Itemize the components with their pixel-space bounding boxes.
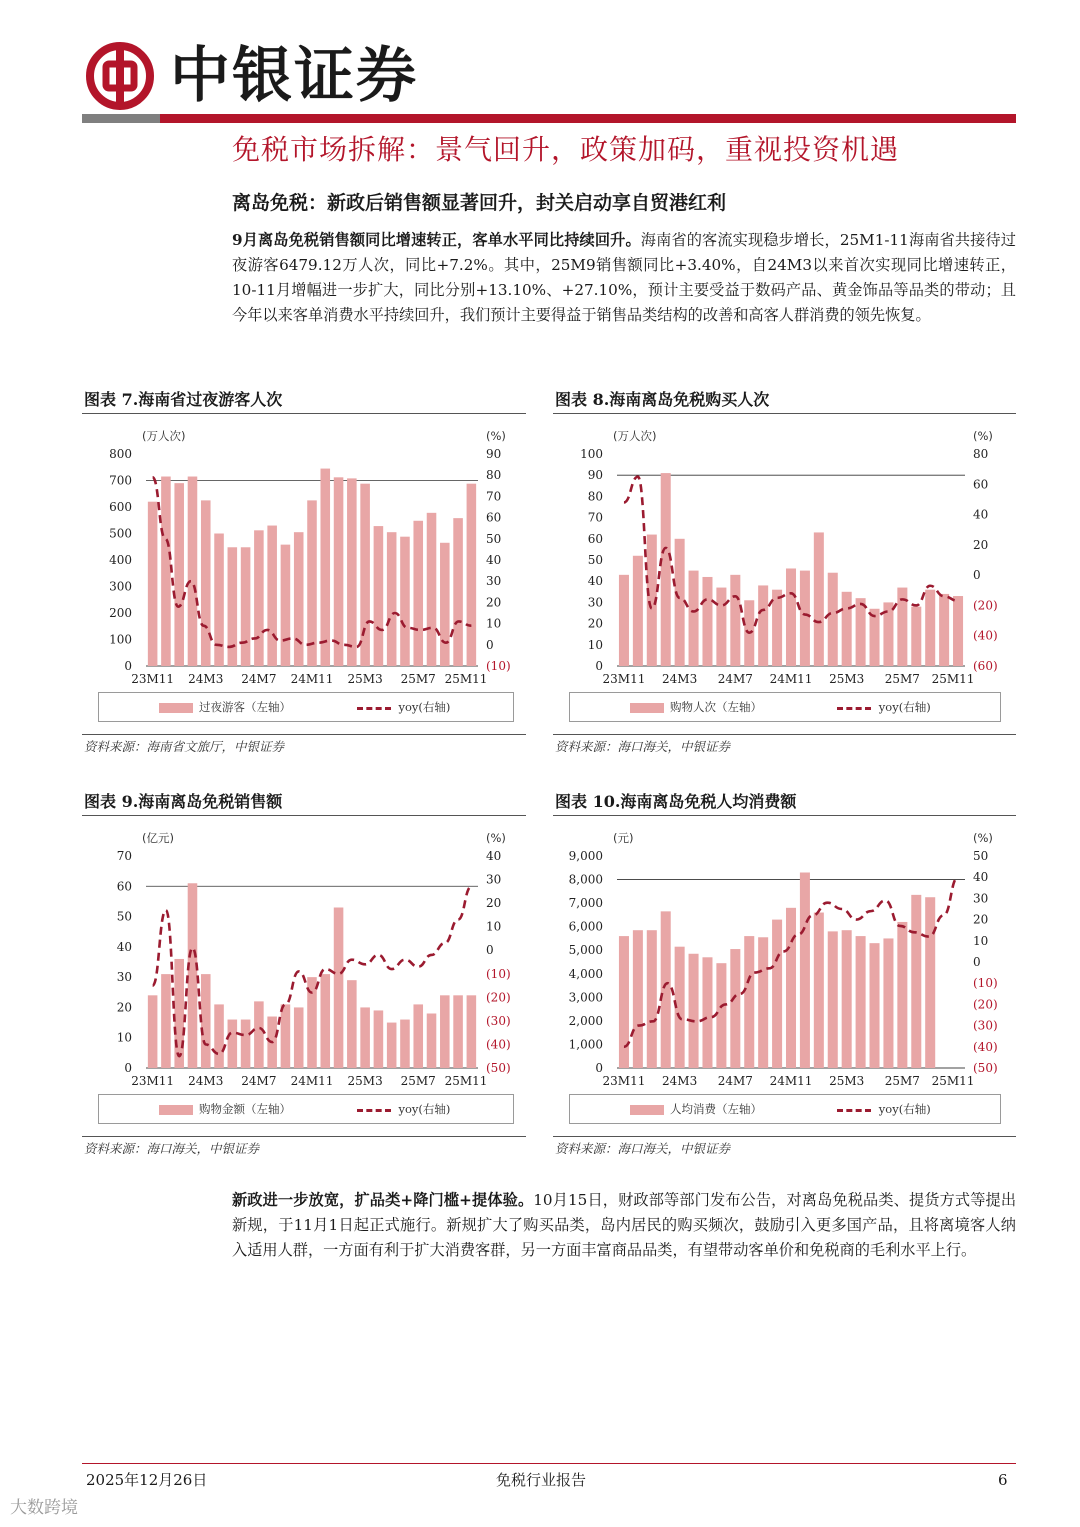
bar [254,1001,264,1068]
right-axis-unit: (%) [973,831,993,845]
bar [716,963,726,1068]
paragraph-1-lead: 9月离岛免税销售额同比增速转正，客单水平同比持续回升。 [232,231,641,249]
right-tick-label: (30) [486,1013,511,1028]
bar [174,483,184,666]
bar [400,537,410,666]
chart-legend [98,692,514,722]
x-tick-label: 23M11 [131,1074,175,1088]
bar [842,930,852,1068]
bar [800,872,810,1068]
bar [214,1004,224,1068]
right-tick-label: 30 [486,872,502,887]
right-tick-label: 60 [486,510,502,525]
x-tick-label: 24M3 [188,672,224,686]
x-tick-label: 24M11 [769,672,813,686]
bar [148,995,158,1068]
bar [702,577,712,666]
x-tick-label: 25M3 [347,1074,383,1088]
bar [856,936,866,1068]
footer-date: 2025年12月26日 [86,1471,208,1489]
chart-legend [98,1094,514,1124]
left-tick-label: 60 [587,531,603,546]
right-axis-unit: (%) [973,429,993,443]
bar [347,478,357,666]
bar [828,573,838,666]
bar [661,473,671,666]
right-tick-label: 50 [973,849,989,863]
x-tick-label: 25M7 [884,1074,920,1088]
bar [911,607,921,666]
bar [413,1004,423,1068]
left-tick-label: 3,000 [568,990,603,1005]
left-tick-label: 40 [587,574,603,589]
legend-line-label: yoy(右轴) [878,700,931,714]
right-tick-label: (10) [486,966,511,981]
x-tick-label: 25M11 [444,672,488,686]
figure-8-title: 图表 8.海南离岛免税购买人次 [555,390,770,409]
bar [387,532,397,666]
header-bar-grey [82,114,160,123]
left-tick-label: 50 [587,553,603,567]
bar [188,883,198,1068]
paragraph-1-body: 海南省的客流实现稳步增长，25M1-11海南省共接待过夜游客6479.12万人次，同比+7.2%。其中，25M9销售额同比+3.40%，自24M3以来首次实现同比增速转正，10-11月增幅进一步扩大，同比分别+13.10%、+27.10%，预计主要受益于数码产品、黄金饰品等品类的带动；且今年以来客单消费水平持续回升，我们预计主要得益于销售品类结构的改善和高客人群消费的领先恢复。 [232,231,1016,324]
left-tick-label: 90 [587,468,603,483]
left-axis-unit: (万人次) [613,429,657,443]
left-tick-label: 9,000 [568,849,603,863]
x-tick-label: 24M7 [717,672,753,686]
header-bar-red [160,114,1016,123]
figure-7-bottom-rule [82,734,526,735]
legend-bar-swatch [159,703,193,713]
left-tick-label: 5,000 [568,943,603,958]
bar [334,477,344,666]
bar [440,995,450,1068]
x-tick-label: 24M7 [241,1074,277,1088]
left-tick-label: 2,000 [568,1013,603,1028]
bar [883,938,893,1068]
figure-9-chart [84,826,528,1126]
left-tick-label: 6,000 [568,919,603,934]
figure-7-title: 图表 7.海南省过夜游客人次 [84,390,283,409]
boc-logo-icon [86,42,154,110]
bar [856,598,866,666]
right-tick-label: 30 [486,574,502,589]
bar [925,897,935,1068]
page-number: 6 [998,1471,1008,1489]
bar [870,609,880,666]
left-axis-unit: (亿元) [142,831,174,845]
left-tick-label: 500 [109,526,132,541]
figure-10-rule [553,815,1016,816]
right-tick-label: 80 [973,447,989,461]
bar [814,532,824,666]
right-tick-label: 0 [973,568,981,583]
left-tick-label: 10 [587,637,603,652]
bar [633,930,643,1068]
legend-bar-label: 购物人次（左轴） [670,700,762,714]
left-tick-label: 100 [580,447,603,461]
right-tick-label: 0 [486,637,494,652]
left-axis-unit: (万人次) [142,429,186,443]
bar [953,596,963,666]
left-tick-label: 100 [109,632,132,647]
left-tick-label: 20 [116,1000,132,1015]
right-tick-label: 0 [486,943,494,958]
brand-name: 中银证券 [170,41,418,111]
legend-line-label: yoy(右轴) [878,1102,931,1116]
left-tick-label: 40 [116,939,132,954]
figure-9-source: 资料来源：海口海关，中银证券 [84,1141,260,1156]
figure-9-rule [82,815,526,816]
legend-bar-label: 人均消费（左轴） [670,1102,762,1116]
bar [689,571,699,666]
bar [925,590,935,666]
legend-line-swatch [837,1109,871,1112]
bar [294,532,304,666]
left-tick-label: 30 [587,595,603,610]
paragraph-2-lead: 新政进一步放宽，扩品类+降门槛+提体验。 [232,1191,534,1209]
legend-line-label: yoy(右轴) [398,1102,451,1116]
right-tick-label: 70 [486,489,502,504]
chart-svg [84,424,528,724]
bar [334,907,344,1068]
bar [241,547,251,666]
legend-bar-label: 购物金额（左轴） [199,1102,291,1116]
bar [453,518,463,666]
right-tick-label: (10) [973,976,998,991]
bar [188,477,198,666]
right-tick-label: (10) [486,659,511,673]
x-tick-label: 24M3 [188,1074,224,1088]
right-tick-label: 40 [973,507,989,522]
figure-9-bottom-rule [82,1136,526,1137]
right-tick-label: 20 [486,896,502,911]
x-tick-label: 24M11 [290,1074,334,1088]
bar [800,571,810,666]
right-tick-label: 40 [486,553,502,567]
right-tick-label: (30) [973,1018,998,1033]
bar [716,588,726,666]
x-tick-label: 25M7 [884,672,920,686]
bar [294,1007,304,1068]
chart-svg [555,424,1015,724]
chart-svg [555,826,1015,1126]
bar [467,484,477,666]
legend-line-swatch [837,707,871,710]
x-tick-label: 25M3 [347,672,383,686]
paragraph-1 [232,228,1016,328]
right-tick-label: 0 [973,955,981,969]
bar [647,930,657,1068]
watermark: 大数跨境 [10,1498,78,1518]
bar [148,502,158,666]
legend-line-swatch [357,707,391,710]
bar [814,913,824,1068]
bar [758,937,768,1068]
left-tick-label: 80 [587,489,603,504]
bar [374,526,384,666]
left-tick-label: 200 [109,606,132,620]
footer-rule [82,1463,1016,1464]
left-tick-label: 60 [116,879,132,894]
right-tick-label: 20 [973,537,989,552]
bar [228,1020,238,1068]
right-tick-label: (40) [486,1037,511,1052]
left-tick-label: 4,000 [568,966,603,981]
report-title: 免税市场拆解：景气回升，政策加码，重视投资机遇 [232,133,900,166]
left-tick-label: 0 [124,1061,132,1075]
bar [307,500,317,666]
bar [360,1007,370,1068]
left-tick-label: 700 [109,473,132,488]
left-tick-label: 30 [116,970,132,985]
right-tick-label: 40 [486,849,502,863]
right-axis-unit: (%) [486,831,506,845]
bar [347,980,357,1068]
bar [939,594,949,666]
legend-bar-swatch [159,1105,193,1115]
chart-svg [84,826,528,1126]
left-tick-label: 0 [595,659,603,673]
right-tick-label: 60 [973,477,989,492]
left-tick-label: 7,000 [568,896,603,911]
x-tick-label: 24M7 [241,672,277,686]
x-tick-label: 23M11 [602,672,646,686]
bar [897,922,907,1068]
bar [400,1020,410,1068]
bar [387,1023,397,1068]
figure-8-bottom-rule [553,734,1016,735]
bar [440,543,450,666]
left-tick-label: 300 [109,579,132,594]
right-tick-label: 80 [486,468,502,483]
bar [467,995,477,1068]
right-tick-label: (20) [973,997,998,1012]
bar [619,575,629,666]
x-tick-label: 25M11 [931,1074,975,1088]
bar [702,957,712,1068]
right-tick-label: (50) [486,1061,511,1075]
left-tick-label: 400 [109,553,132,567]
bar [201,500,211,666]
figure-8-source: 资料来源：海口海关，中银证券 [555,739,731,754]
bar [360,484,370,666]
paragraph-2 [232,1188,1016,1263]
bar [427,513,437,666]
right-tick-label: 10 [486,919,502,934]
left-tick-label: 1,000 [568,1037,603,1052]
right-tick-label: (50) [973,1061,998,1075]
right-tick-label: 30 [973,891,989,906]
left-tick-label: 70 [587,510,603,525]
bar [675,539,685,666]
x-tick-label: 24M11 [769,1074,813,1088]
figure-9-title: 图表 9.海南离岛免税销售额 [84,792,283,811]
right-tick-label: 20 [973,912,989,927]
bar [161,477,171,666]
bar [911,895,921,1068]
x-tick-label: 24M3 [662,1074,698,1088]
legend-bar-label: 过夜游客（左轴） [199,700,291,714]
section-heading: 离岛免税：新政后销售额显著回升，封关启动享自贸港红利 [232,192,727,214]
footer-report-name: 免税行业报告 [496,1471,587,1489]
right-tick-label: 40 [973,870,989,885]
x-tick-label: 25M7 [400,672,436,686]
x-tick-label: 23M11 [131,672,175,686]
figure-7-chart [84,424,528,724]
x-tick-label: 25M3 [829,1074,865,1088]
bar [374,1010,384,1068]
bar [772,920,782,1068]
bar [661,911,671,1068]
bar [254,530,264,666]
bar [842,592,852,666]
right-axis-unit: (%) [486,429,506,443]
bar [267,526,277,666]
bar [201,974,211,1068]
right-tick-label: 50 [486,531,502,546]
figure-10-chart [555,826,1015,1126]
x-tick-label: 25M7 [400,1074,436,1088]
right-tick-label: 20 [486,595,502,610]
bar [772,590,782,666]
right-tick-label: (40) [973,1039,998,1054]
figure-10-source: 资料来源：海口海关，中银证券 [555,1141,731,1156]
bar [619,936,629,1068]
left-tick-label: 50 [116,909,132,924]
bar [828,931,838,1068]
left-axis-unit: (元) [613,831,634,845]
bar [453,995,463,1068]
legend-bar-swatch [630,703,664,713]
figure-8-rule [553,413,1016,414]
bar [320,974,330,1068]
bar [870,943,880,1068]
left-tick-label: 600 [109,500,132,514]
left-tick-label: 0 [595,1061,603,1075]
x-tick-label: 25M11 [931,672,975,686]
bar [161,974,171,1068]
bar [744,936,754,1068]
right-tick-label: 10 [486,616,502,631]
bar [427,1013,437,1068]
legend-line-swatch [357,1109,391,1112]
right-tick-label: 90 [486,447,502,461]
bar [730,949,740,1068]
figure-8-chart [555,424,1015,724]
bar [281,545,291,666]
figure-7-rule [82,413,526,414]
chart-legend [569,1094,1001,1124]
chart-legend [569,692,1001,722]
legend-line-label: yoy(右轴) [398,700,451,714]
right-tick-label: (40) [973,628,998,643]
paragraph-2-body: 10月15日，财政部等部门发布公告，对离岛免税品类、提货方式等提出新规，于11月1日起正式施行。新规扩大了购买品类，岛内居民的购买频次，鼓励引入更多国产品，且将离境客人纳入适用人群，一方面有利于扩大消费客群，另一方面丰富商品品类，有望带动客单价和免税商的毛利水平上行。 [232,1191,1017,1259]
bar [413,521,423,666]
left-tick-label: 70 [116,849,132,863]
bar [174,959,184,1068]
bar [786,568,796,666]
left-tick-label: 20 [587,616,603,631]
x-tick-label: 24M3 [662,672,698,686]
bar [241,1020,251,1068]
right-tick-label: (20) [973,598,998,613]
x-tick-label: 25M3 [829,672,865,686]
x-tick-label: 23M11 [602,1074,646,1088]
bar [320,469,330,666]
bar [730,575,740,666]
right-tick-label: (20) [486,990,511,1005]
right-tick-label: 10 [973,933,989,948]
figure-7-source: 资料来源：海南省文旅厅，中银证券 [84,739,285,754]
legend-bar-swatch [630,1105,664,1115]
x-tick-label: 24M11 [290,672,334,686]
bar [633,556,643,666]
left-tick-label: 8,000 [568,872,603,887]
bar [758,585,768,666]
figure-10-bottom-rule [553,1136,1016,1137]
bar [689,954,699,1068]
x-tick-label: 25M11 [444,1074,488,1088]
left-tick-label: 0 [124,659,132,673]
bar [786,908,796,1068]
left-tick-label: 800 [109,447,132,461]
bar [281,1004,291,1068]
left-tick-label: 10 [116,1030,132,1045]
right-tick-label: (60) [973,659,998,673]
figure-10-title: 图表 10.海南离岛免税人均消费额 [555,792,797,811]
x-tick-label: 24M7 [717,1074,753,1088]
